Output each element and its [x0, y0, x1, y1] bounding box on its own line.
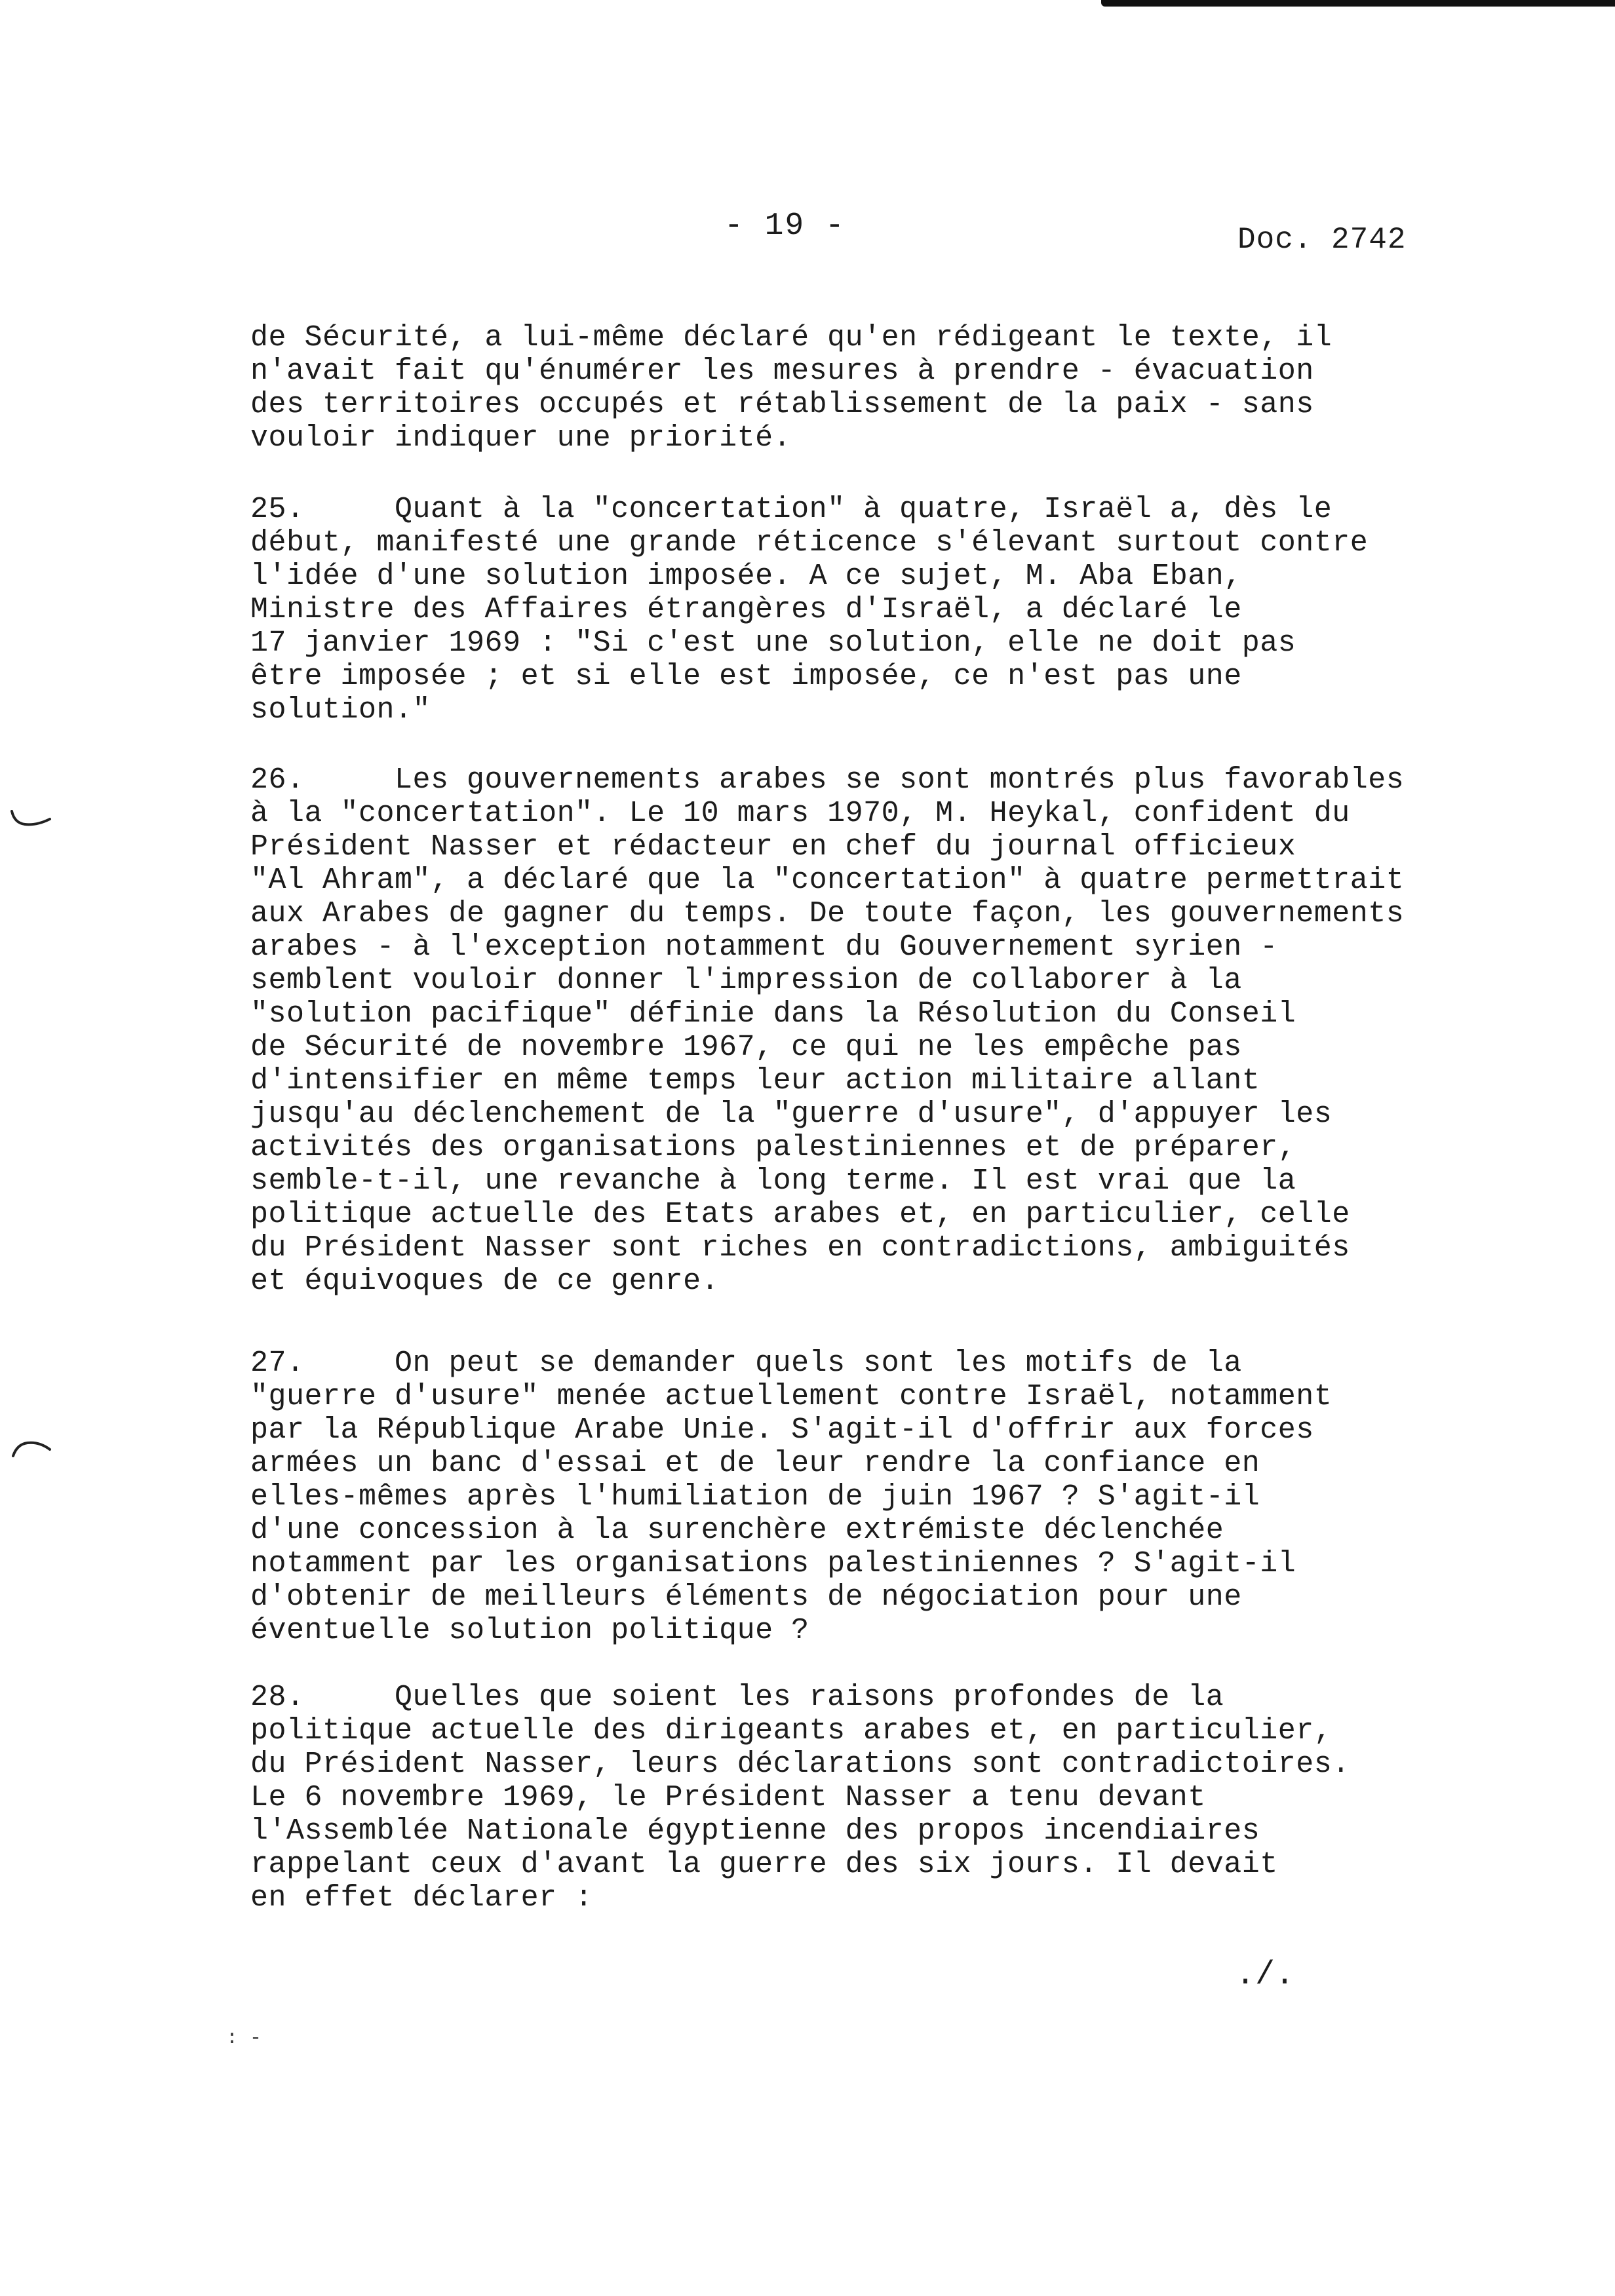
page-edge-shadow [1101, 0, 1615, 7]
paragraph-26: 26. Les gouvernements arabes se sont montrés plus favorables à la "concertation". Le 10 mars 1970, M. Heykal, confident du Président Nasser et rédacteur en chef du journal officieux "Al Ahram", a déclaré que la "concertation" à quatre permettrait aux Arabes de gagner du temps. De toute façon, les gouvernements arabes - à l'exception notamment du Gouvernement syrien - semblent vouloir donner l'impression de collaborer à la "solution pacifique" définie dans la Résolution du Conseil de Sécurité de novembre 1967, ce qui ne les empêche pas d'intensifier en même temps leur action militaire allant jusqu'au déclenchement de la "guerre d'usure", d'appuyer les activités des organisations palestiniennes et de préparer, semble-t-il, une revanche à long terme. Il est vrai que la politique actuelle des Etats arabes et, en particulier, celle du Président Nasser sont riches en contradictions, ambiguités et équivoques de ce genre. [250, 763, 1405, 1298]
paragraph-27: 27. On peut se demander quels sont les motifs de la "guerre d'usure" menée actuellement contre Israël, notamment par la République Arabe Unie. S'agit-il d'offrir aux forces armées un banc d'essai et de leur rendre la confiance en elles-mêmes après l'humiliation de juin 1967 ? S'agit-il d'une concession à la surenchère extrémiste déclenchée notamment par les organisations palestiniennes ? S'agit-il d'obtenir de meilleurs éléments de négociation pour une éventuelle solution politique ? [250, 1347, 1333, 1647]
paragraph-25: 25. Quant à la "concertation" à quatre, Israël a, dès le début, manifesté une grande réticence s'élevant surtout contre l'idée d'une solution imposée. A ce sujet, M. Aba Eban, Ministre des Affaires étrangères d'Israël, a déclaré le 17 janvier 1969 : "Si c'est une solution, elle ne doit pas être imposée ; et si elle est imposée, ce n'est pas une solution." [250, 493, 1369, 727]
paragraph-continuation: de Sécurité, a lui-même déclaré qu'en rédigeant le texte, il n'avait fait qu'énumérer les mesures à prendre - évacuation des territoires occupés et rétablissement de la paix - sans vouloir indiquer une priorité. [250, 321, 1333, 455]
footer-mark: : - [226, 2027, 262, 2050]
document-reference: Doc. 2742 [1237, 223, 1407, 257]
binder-hole-mark [8, 1434, 54, 1460]
paragraph-28: 28. Quelles que soient les raisons profondes de la politique actuelle des dirigeants arabes et, en particulier, du Président Nasser, leurs déclarations sont contradictoires. Le 6 novembre 1969, le Président Nasser a tenu devant l'Assemblée Nationale égyptienne des propos incendiaires rappelant ceux d'avant la guerre des six jours. Il devait en effet déclarer : [250, 1681, 1350, 1915]
page-number: - 19 - [724, 208, 846, 244]
binder-hole-mark [8, 807, 54, 833]
continuation-mark: ./. [1236, 1957, 1295, 1994]
